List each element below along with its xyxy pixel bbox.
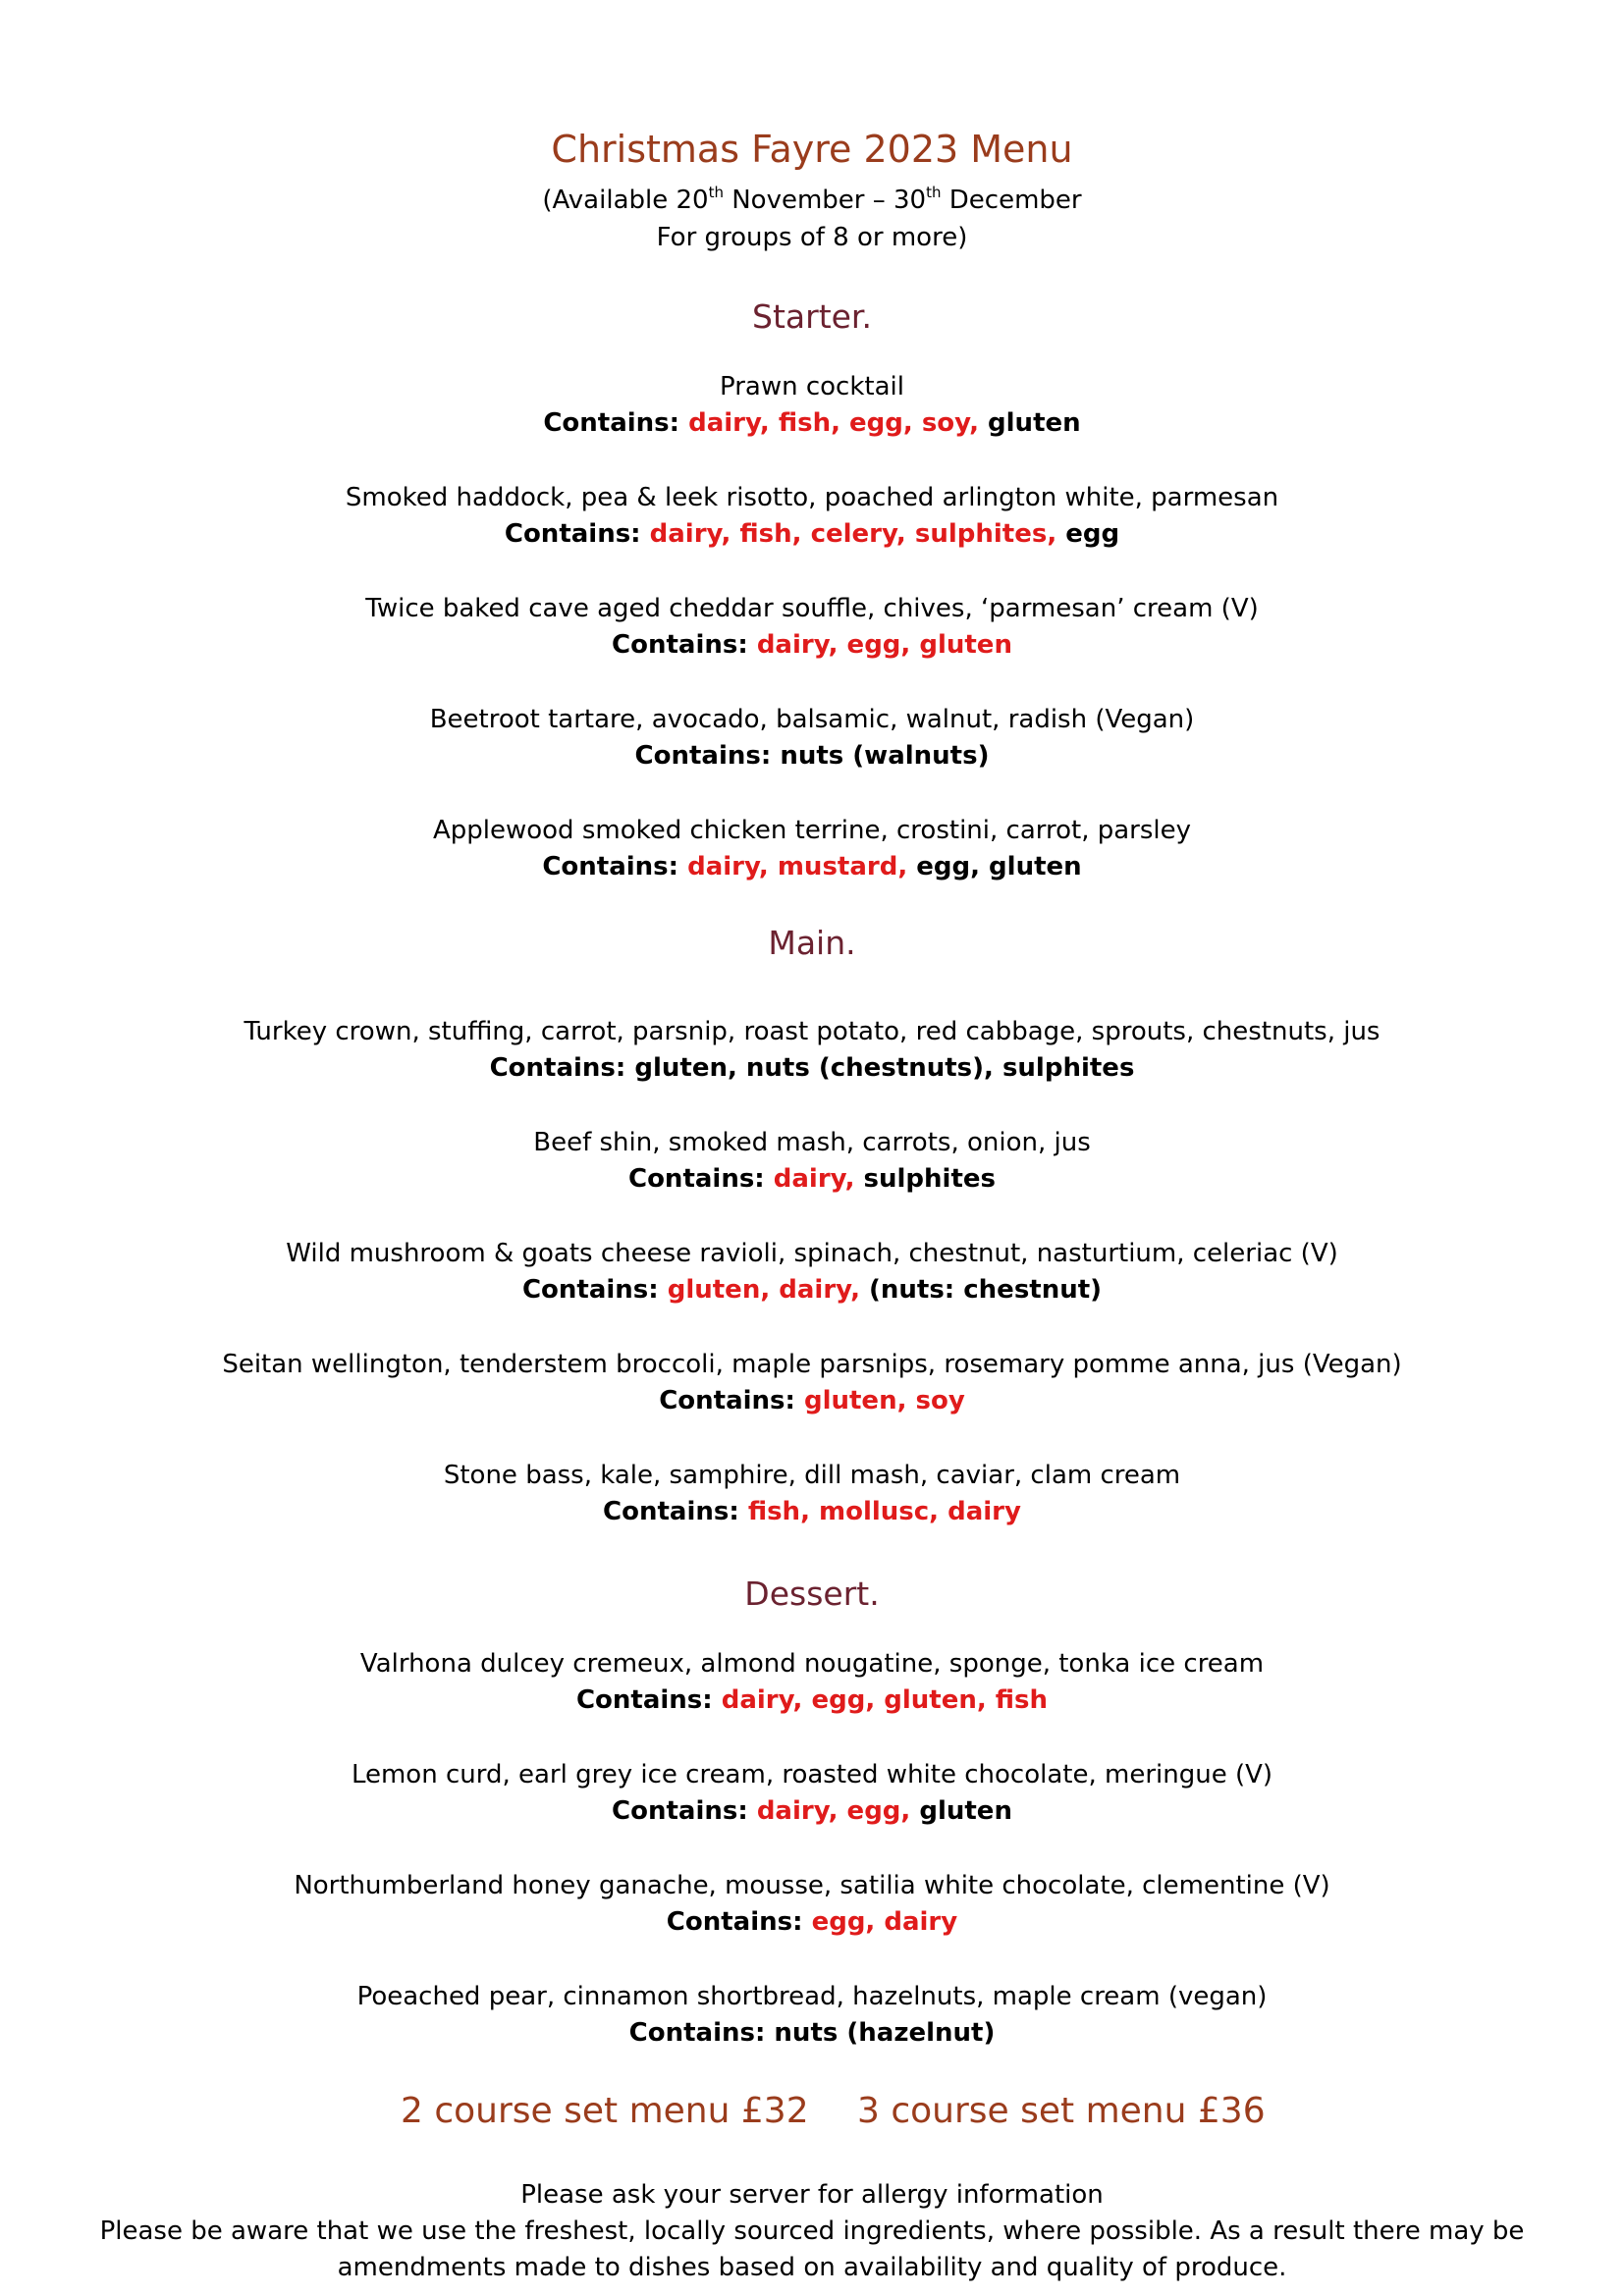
starter-allergens <box>0 516 1624 552</box>
main-allergens <box>0 1050 1624 1086</box>
main-dish: Turkey crown, stuffing, carrot, parsnip, roast potato, red cabbage, sprouts, chestnuts, jus <box>244 1017 1380 1046</box>
contains-label: Contains: <box>659 1386 804 1415</box>
main-allergens <box>0 1272 1624 1308</box>
allergens-highlighted: dairy, egg, <box>756 1796 911 1826</box>
contains-label: Contains: <box>666 1907 812 1937</box>
contains-label: Contains: <box>612 630 757 660</box>
availability-mid: November – 30 <box>723 186 927 215</box>
availability-line <box>0 183 1624 218</box>
starter-allergens <box>0 405 1624 441</box>
dessert-allergens <box>0 1793 1624 1829</box>
groups-line: For groups of 8 or more) <box>656 223 968 252</box>
allergens-other: nuts (hazelnut) <box>774 2018 996 2048</box>
starter-dish: Smoked haddock, pea & leek risotto, poached arlington white, parmesan <box>345 483 1279 512</box>
main-dish: Beef shin, smoked mash, carrots, onion, jus <box>533 1128 1091 1157</box>
allergens-highlighted: dairy, egg, gluten <box>756 630 1012 660</box>
dessert-allergens <box>0 2015 1624 2051</box>
main-allergens <box>0 1161 1624 1197</box>
two-course-price: 2 course set menu £32 <box>401 2091 809 2131</box>
ordinal-suffix-2: th <box>926 184 942 201</box>
dessert-dish: Poeached pear, cinnamon shortbread, hazelnuts, maple cream (vegan) <box>356 1982 1268 2011</box>
sourcing-notice: Please be aware that we use the freshest, locally sourced ingredients, where possible. As a result there may be <box>99 2216 1525 2246</box>
availability-open: (Available 20 <box>542 186 709 215</box>
main-dish: Wild mushroom & goats cheese ravioli, spinach, chestnut, nasturtium, celeriac (V) <box>286 1239 1338 1268</box>
contains-label: Contains: <box>603 1497 748 1526</box>
contains-label: Contains: <box>504 519 650 549</box>
contains-label: Contains: <box>543 408 689 438</box>
starter-heading: Starter. <box>752 297 872 336</box>
allergens-other: gluten <box>910 1796 1012 1826</box>
starter-dish: Applewood smoked chicken terrine, crostini, carrot, parsley <box>432 816 1192 845</box>
allergens-other: egg <box>1056 519 1120 549</box>
allergens-other: gluten <box>978 408 1081 438</box>
allergens-highlighted: dairy, mustard, <box>687 852 908 881</box>
contains-label: Contains: <box>542 852 688 881</box>
starter-dish: Prawn cocktail <box>720 372 904 401</box>
dessert-allergens <box>0 1682 1624 1718</box>
starter-allergens <box>0 627 1624 663</box>
menu-title: Christmas Fayre 2023 Menu <box>551 128 1073 171</box>
starter-dish: Twice baked cave aged cheddar souffle, chives, ‘parmesan’ cream (V) <box>365 594 1259 623</box>
allergens-highlighted: gluten, soy <box>803 1386 965 1415</box>
sourcing-notice-cont: amendments made to dishes based on availability and quality of produce. <box>337 2253 1287 2282</box>
main-allergens <box>0 1494 1624 1529</box>
allergens-other: gluten, nuts (chestnuts), sulphites <box>634 1053 1135 1083</box>
allergens-other: egg, gluten <box>907 852 1082 881</box>
dessert-dish: Valrhona dulcey cremeux, almond nougatine, sponge, tonka ice cream <box>359 1649 1265 1679</box>
allergens-highlighted: egg, dairy <box>811 1907 958 1937</box>
contains-label: Contains: <box>627 1164 774 1194</box>
starter-allergens <box>0 849 1624 884</box>
main-dish: Seitan wellington, tenderstem broccoli, maple parsnips, rosemary pomme anna, jus (Vegan) <box>222 1350 1402 1379</box>
starter-dish: Beetroot tartare, avocado, balsamic, walnut, radish (Vegan) <box>429 705 1195 734</box>
allergy-notice: Please ask your server for allergy information <box>520 2180 1104 2210</box>
allergens-highlighted: fish, mollusc, dairy <box>747 1497 1021 1526</box>
contains-label: Contains: <box>489 1053 635 1083</box>
contains-label: Contains: <box>612 1796 757 1826</box>
main-allergens <box>0 1383 1624 1418</box>
main-dish: Stone bass, kale, samphire, dill mash, caviar, clam cream <box>443 1461 1181 1490</box>
dessert-heading: Dessert. <box>744 1575 880 1613</box>
allergens-other: sulphites <box>854 1164 996 1194</box>
three-course-price: 3 course set menu £36 <box>857 2091 1266 2131</box>
dessert-dish: Northumberland honey ganache, mousse, satilia white chocolate, clementine (V) <box>294 1871 1330 1900</box>
allergens-highlighted: dairy, <box>773 1164 855 1194</box>
main-heading: Main. <box>768 924 856 962</box>
dessert-allergens <box>0 1904 1624 1940</box>
contains-label: Contains: <box>521 1275 668 1305</box>
contains-label: Contains: <box>575 1685 722 1715</box>
allergens-other: nuts (walnuts) <box>780 741 990 771</box>
contains-label: Contains: <box>628 2018 775 2048</box>
allergens-highlighted: dairy, fish, egg, soy, <box>688 408 979 438</box>
dessert-dish: Lemon curd, earl grey ice cream, roasted white chocolate, meringue (V) <box>351 1760 1273 1789</box>
allergens-highlighted: dairy, egg, gluten, fish <box>721 1685 1049 1715</box>
allergens-highlighted: gluten, dairy, <box>667 1275 860 1305</box>
contains-label: Contains: <box>634 741 781 771</box>
allergens-other: (nuts: chestnut) <box>859 1275 1103 1305</box>
allergens-highlighted: dairy, fish, celery, sulphites, <box>649 519 1057 549</box>
availability-end: December <box>941 186 1082 215</box>
starter-allergens <box>0 738 1624 774</box>
ordinal-suffix-1: th <box>708 184 724 201</box>
